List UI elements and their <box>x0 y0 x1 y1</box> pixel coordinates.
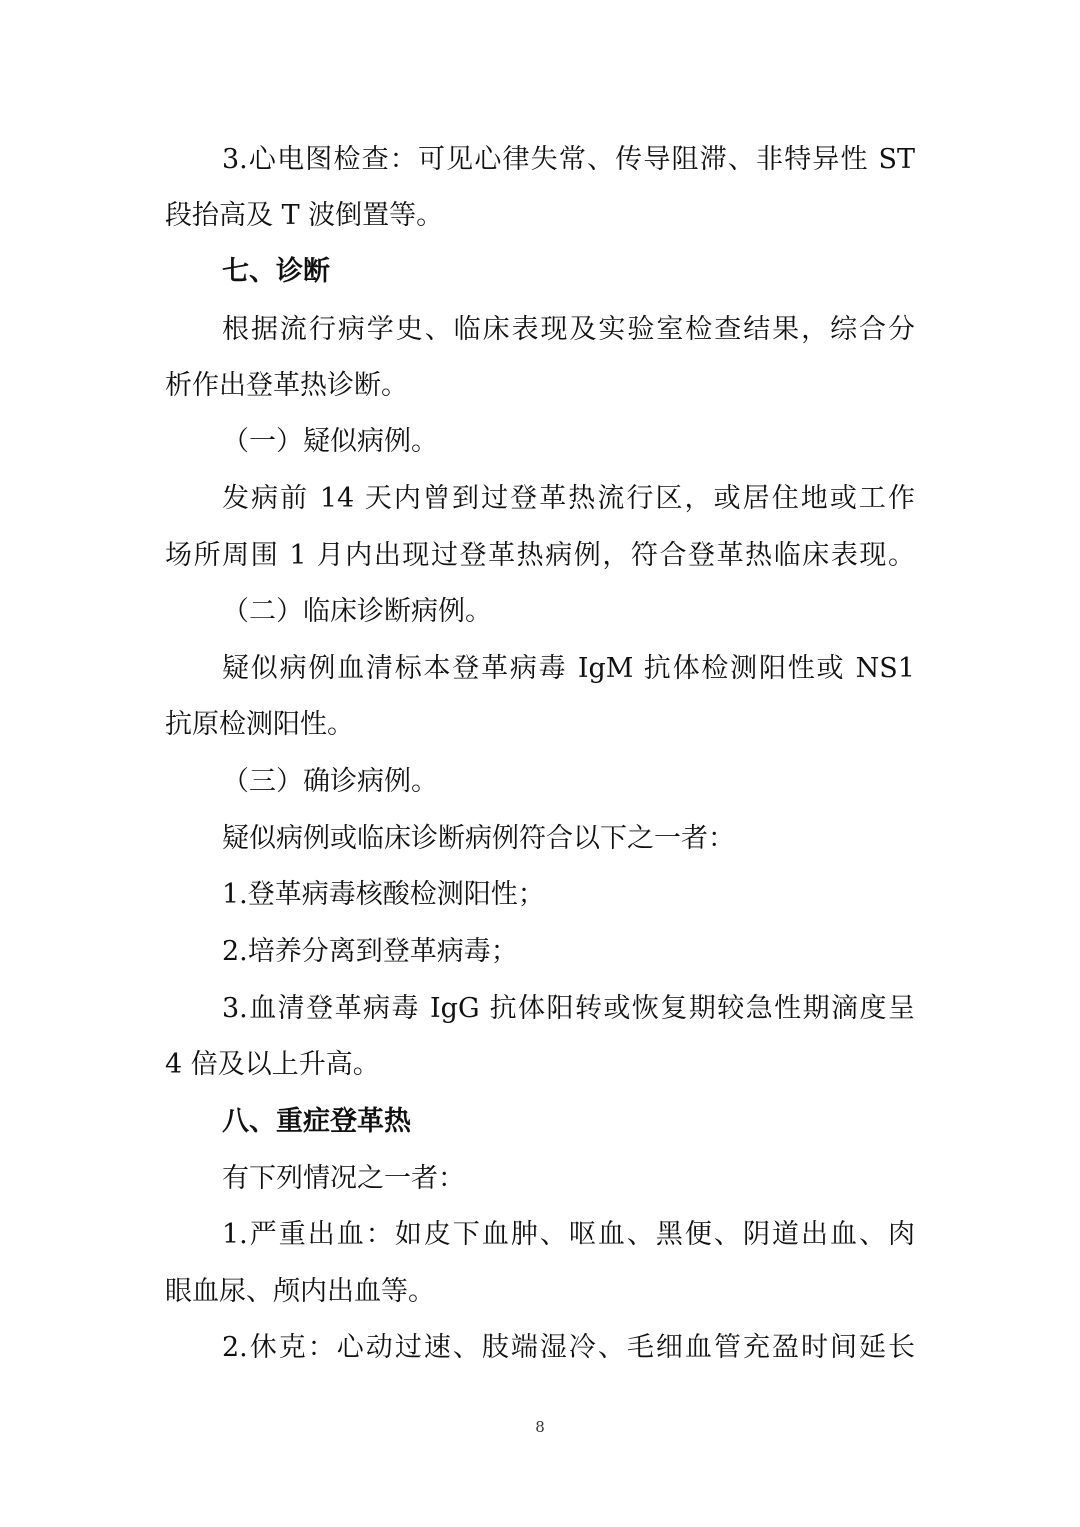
section-heading-severe-dengue: 八、重症登革热 <box>222 1106 411 1137</box>
text-line: 抗原检测阳性。 <box>165 709 354 740</box>
text-line: 疑似病例或临床诊断病例符合以下之一者： <box>222 823 735 854</box>
subheading-suspected-case: （一）疑似病例。 <box>222 426 438 457</box>
text-line: 场所周围 1 月内出现过登革热病例，符合登革热临床表现。 <box>165 540 915 571</box>
text-line: 析作出登革热诊断。 <box>165 370 408 401</box>
text-line: 根据流行病学史、临床表现及实验室检查结果，综合分 <box>222 314 915 345</box>
text-line: 4 倍及以上升高。 <box>165 1049 380 1080</box>
text-line: 疑似病例血清标本登革病毒 IgM 抗体检测阳性或 NS1 <box>222 653 915 684</box>
text-line: 3.心电图检查：可见心律失常、传导阻滞、非特异性 ST <box>222 144 915 175</box>
page-number: 8 <box>535 1418 545 1436</box>
text-line: 眼血尿、颅内出血等。 <box>165 1276 435 1307</box>
text-line: 2.培养分离到登革病毒； <box>222 936 518 967</box>
section-heading-diagnosis: 七、诊断 <box>222 256 330 287</box>
subheading-confirmed-case: （三）确诊病例。 <box>222 766 438 797</box>
text-line: 段抬高及 T 波倒置等。 <box>165 200 444 231</box>
subheading-clinical-case: （二）临床诊断病例。 <box>222 596 492 627</box>
text-line: 发病前 14 天内曾到过登革热流行区，或居住地或工作 <box>222 483 915 514</box>
text-line: 有下列情况之一者： <box>222 1163 465 1194</box>
text-line: 3.血清登革病毒 IgG 抗体阳转或恢复期较急性期滴度呈 <box>222 993 915 1024</box>
text-line: 1.严重出血：如皮下血肿、呕血、黑便、阴道出血、肉 <box>222 1219 915 1250</box>
text-line: 2.休克：心动过速、肢端湿冷、毛细血管充盈时间延长 <box>222 1332 915 1363</box>
text-line: 1.登革病毒核酸检测阳性； <box>222 879 545 910</box>
